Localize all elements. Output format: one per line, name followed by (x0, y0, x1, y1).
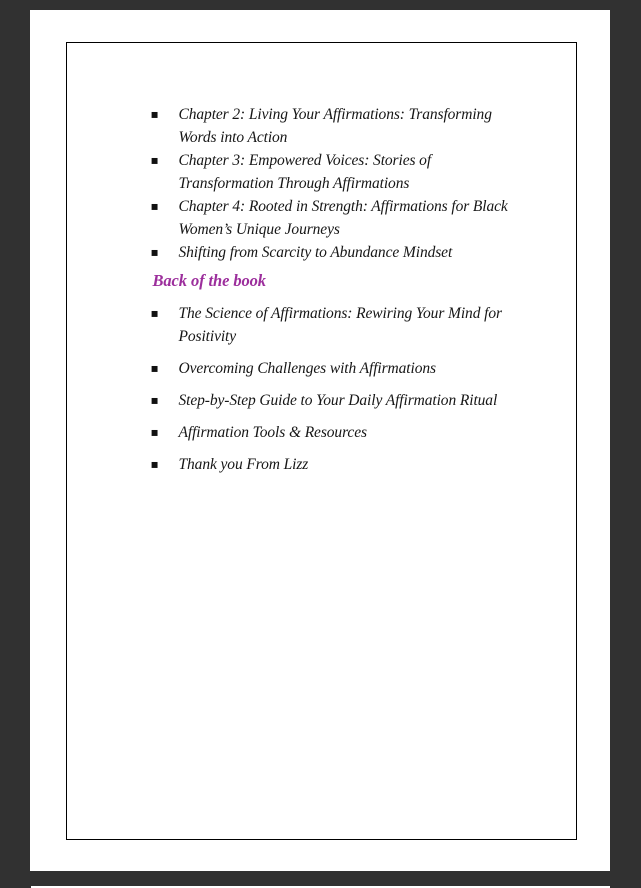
list-item-text (179, 421, 367, 444)
list-item (151, 389, 576, 412)
list-item-line: Chapter 3: Empowered Voices: Stories of (178, 152, 432, 169)
list-item (151, 149, 576, 195)
list-item (151, 453, 576, 476)
list-item-line: Affirmation Tools & Resources (178, 424, 367, 441)
list-item-text (179, 302, 502, 348)
list-item-line: Step-by-Step Guide to Your Daily Affirmation Ritual (178, 392, 498, 409)
list-item-text (179, 389, 498, 412)
list-item-line: Transformation Through Affirmations (178, 175, 410, 192)
list-item-line: Positivity (178, 328, 237, 345)
list-item-line: Words into Action (178, 129, 288, 146)
list-item-text (179, 357, 436, 380)
list-item-line: Chapter 4: Rooted in Strength: Affirmations for Black (178, 198, 508, 215)
list-item-line: Women’s Unique Journeys (178, 221, 340, 238)
back-of-book-bullet-list (67, 302, 576, 476)
list-item (151, 195, 576, 241)
bullet-square-icon: ▪ (150, 425, 159, 439)
bullet-square-icon: ▪ (150, 199, 159, 213)
bullet-square-icon: ▪ (150, 393, 159, 407)
list-item (151, 241, 576, 264)
document-page (30, 10, 610, 871)
page-content (67, 43, 576, 476)
bullet-square-icon: ▪ (150, 153, 159, 167)
list-item-text (179, 241, 453, 264)
list-item-line: Shifting from Scarcity to Abundance Mindset (178, 244, 453, 261)
bullet-square-icon: ▪ (150, 245, 159, 259)
list-item-text (179, 103, 492, 149)
bullet-square-icon: ▪ (150, 107, 159, 121)
list-item (151, 103, 576, 149)
list-item (151, 421, 576, 444)
list-item (151, 357, 576, 380)
list-item-text (179, 195, 508, 241)
bullet-square-icon: ▪ (150, 457, 159, 471)
page-border-frame (66, 42, 577, 840)
list-item-line: The Science of Affirmations: Rewiring Your Mind for (178, 305, 502, 322)
list-item-text (179, 453, 309, 476)
list-item-text (179, 149, 432, 195)
list-item-line: Overcoming Challenges with Affirmations (178, 360, 436, 377)
bullet-square-icon: ▪ (150, 306, 159, 320)
back-of-book-heading: Back of the book (152, 271, 266, 290)
list-item-line: Chapter 2: Living Your Affirmations: Transforming (178, 106, 492, 123)
bullet-square-icon: ▪ (150, 361, 159, 375)
chapter-bullet-list (67, 103, 576, 264)
list-item-line: Thank you From Lizz (178, 456, 309, 473)
list-item (151, 302, 576, 348)
